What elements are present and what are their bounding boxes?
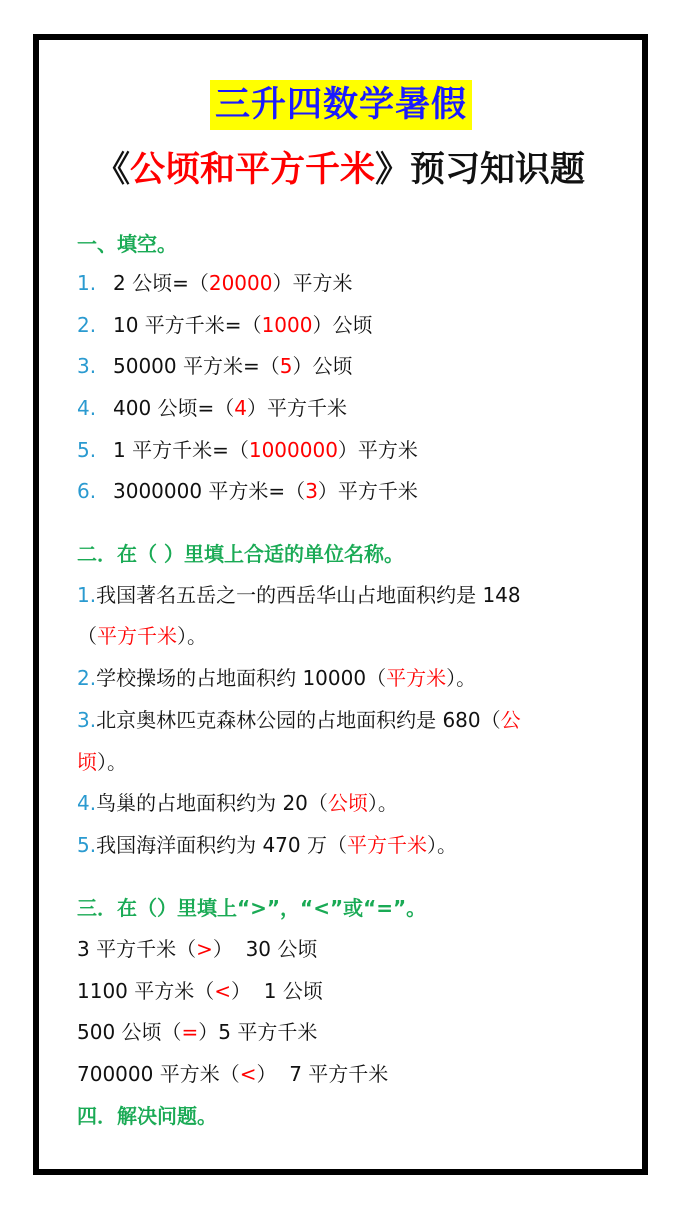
list-item: 3. 50000 平方米=（5）公顷 — [77, 354, 353, 378]
section1-heading: 一、填空。 — [77, 232, 177, 256]
list-item: 5. 1 平方千米=（1000000）平方米 — [77, 438, 418, 462]
list-item: 1. 2 公顷=（20000）平方米 — [77, 271, 353, 295]
list-item: 3.北京奥林匹克森林公园的占地面积约是 680（公 — [77, 708, 521, 732]
title-topic: 公顷和平方千米 — [129, 150, 375, 190]
list-item: 6. 3000000 平方米=（3）平方千米 — [77, 479, 418, 503]
list-item: 4. 400 公顷=（4）平方千米 — [77, 396, 348, 420]
title-line1: 三升四数学暑假 — [210, 80, 472, 130]
list-item: 4.鸟巢的占地面积约为 20（公顷）。 — [77, 791, 398, 815]
title-line2 — [0, 143, 680, 197]
list-item: 2.学校操场的占地面积约 10000（平方米）。 — [77, 666, 477, 690]
list-item: 2. 10 平方千米=（1000）公顷 — [77, 313, 373, 337]
section3-heading: 三．在（）里填上“>”，“<”或“=”。 — [77, 896, 427, 920]
list-item: 5.我国海洋面积约为 470 万（平方千米）。 — [77, 833, 457, 857]
title-close: 》 — [375, 150, 411, 190]
list-item: 1100 平方米（<） 1 公顷 — [77, 979, 323, 1003]
list-item-continuation: 顷）。 — [77, 750, 127, 774]
list-item: 1.我国著名五岳之一的西岳华山占地面积约是 148 — [77, 583, 521, 607]
list-item: 700000 平方米（<） 7 平方千米 — [77, 1062, 389, 1086]
list-item-continuation: （平方千米）。 — [77, 624, 207, 648]
list-item: 3 平方千米（>） 30 公顷 — [77, 937, 318, 961]
list-item: 500 公顷（=）5 平方千米 — [77, 1020, 318, 1044]
title-suffix: 预习知识题 — [410, 150, 586, 190]
section2-heading: 二．在（ ）里填上合适的单位名称。 — [77, 542, 404, 566]
section4-heading: 四．解决问题。 — [77, 1104, 217, 1128]
title-open: 《 — [94, 150, 130, 190]
